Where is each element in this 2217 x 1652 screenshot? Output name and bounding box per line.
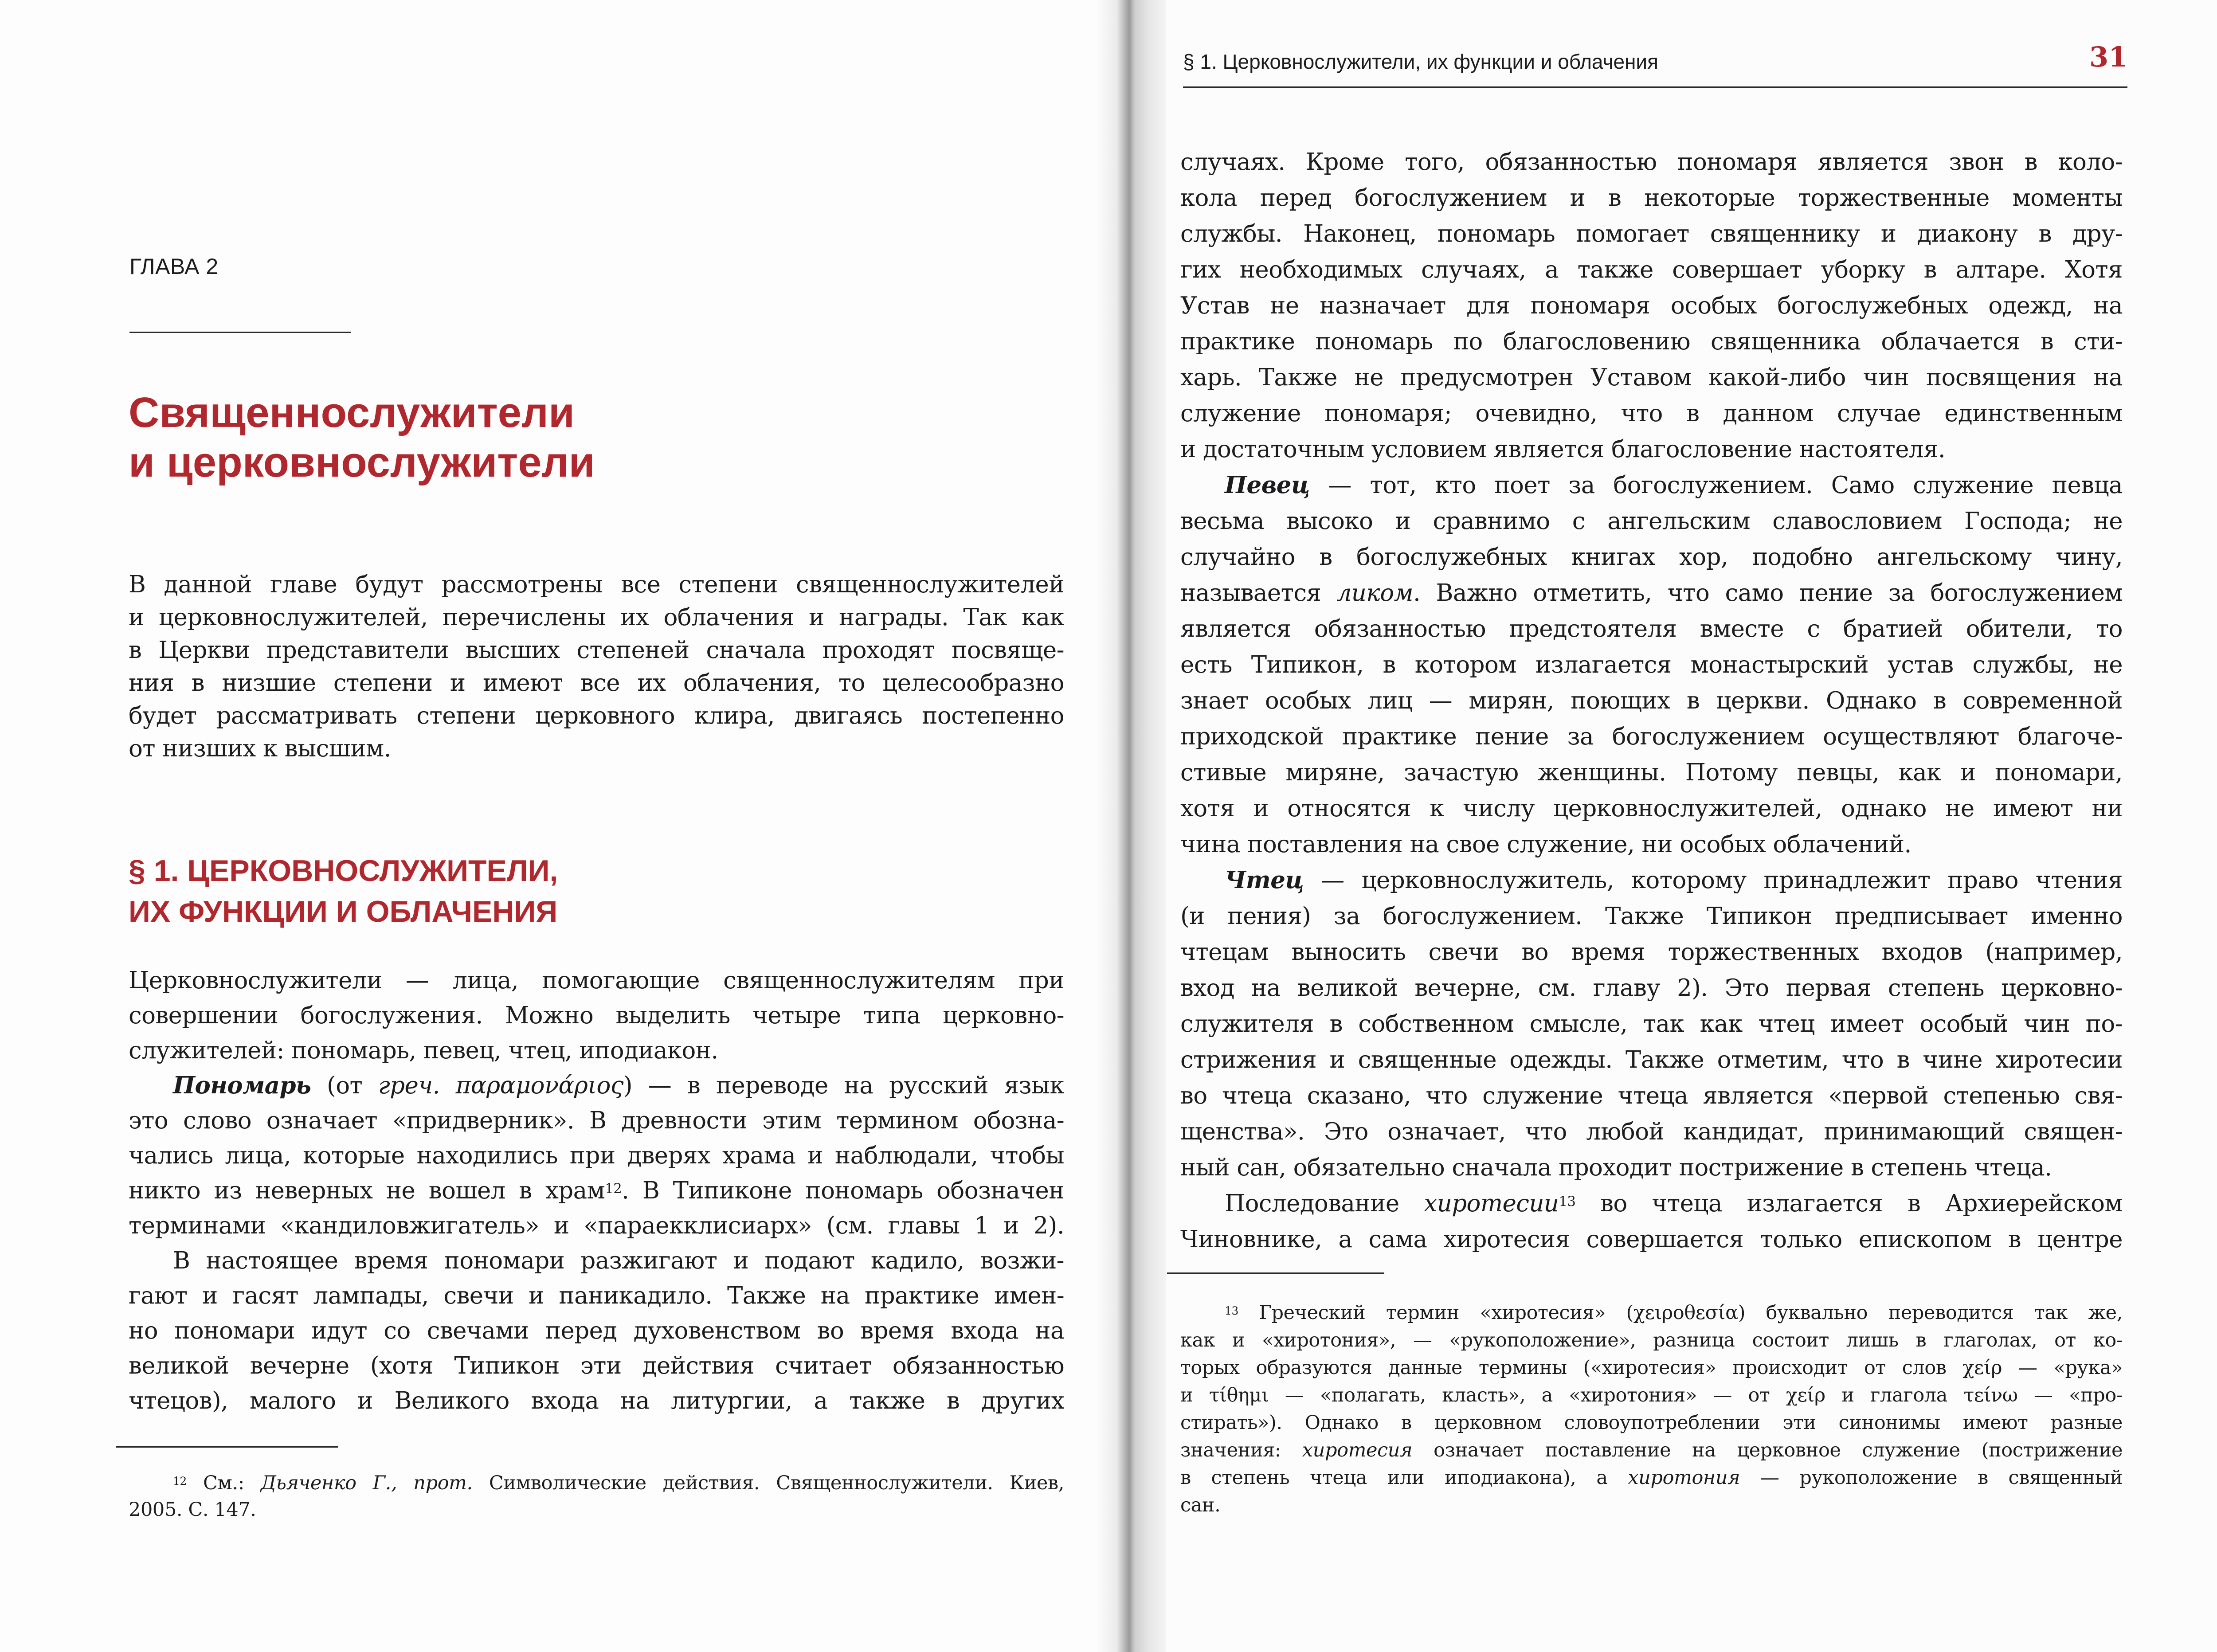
body-line: ный сан, обязательно сначала проходит пострижение в степень чтеца. [1180,1154,2052,1181]
intro-line: в Церкви представители высших степеней сначала проходят посвяще- [129,637,1064,664]
body-line: Церковнослужители — лица, помогающие священнослужителям при [129,967,1064,994]
intro-line: В данной главе будут рассмотрены все степени священнослужителей [129,571,1064,598]
body-line: гают и гасят лампады, свечи и паникадило. Также на практике имен- [129,1282,1064,1309]
text-run: в степень чтеца или иподиакона), а [1180,1467,1628,1489]
footnote-rule [116,1446,338,1448]
body-line: это слово означает «придверник». В древности этим термином обозна- [129,1107,1064,1134]
term-ponomar: Пономарь [173,1072,311,1099]
footnote-number: 12 [173,1475,187,1488]
body-line [1180,575,2123,611]
text-run: Греческий термин «хиротесия» (χειροθεσία) буквально переводится так же, [1238,1302,2123,1324]
body-line: служителя в собственном смысле, так как чтец имеет особый чин по- [1180,1010,2123,1037]
chapter-title [129,388,595,487]
text-run: . В Типиконе пономарь обозначен [622,1177,1064,1204]
text-run: — рукоположение в священный [1740,1467,2123,1489]
text-run: означает поставление на церковное служение (пострижение [1412,1439,2123,1461]
text-run: значения: [1180,1439,1302,1461]
body-line: чтецов), малого и Великого входа на литургии, а также в других [129,1387,1064,1414]
emphasis: хиротесии [1424,1190,1559,1217]
term-chtets: Чтец [1225,866,1304,894]
footnote-number: 13 [1225,1304,1238,1317]
intro-line: будет рассматривать степени церковного клира, двигаясь постепенно [129,702,1064,729]
body-line: есть Типикон, в котором излагается монастырский устав службы, не [1180,651,2123,678]
text-run: Последование [1225,1190,1424,1217]
chapter-rule [129,332,351,333]
body-line: хотя и относятся к числу церковнослужителей, однако не имеют ни [1180,795,2123,822]
chapter-title-line: Священнослужители [129,389,575,436]
left-body-text [129,963,1064,1418]
body-line: Устав не назначает для пономаря особых богослужебных одежд, на [1180,292,2123,319]
footnote-line: и τίθημι — «полагать, класть», а «хиротония» — от χείρ и глагола τείνω — «про- [1180,1384,2123,1406]
text-run: . Важно отметить, что само пение за богослужением [1413,579,2123,607]
book-gutter-shadow [1095,0,1166,1652]
body-line: службы. Наконец, пономарь помогает священнику и диакону в дру- [1180,220,2123,247]
body-line: весьма высоко и сравнимо с ангельским славословием Господа; не [1180,508,2123,535]
body-line: гих необходимых случаях, а также совершает уборку в алтаре. Хотя [1180,256,2123,283]
body-line [129,1068,1064,1103]
term-pevets: Певец [1225,471,1310,499]
emphasis: хиротония [1628,1467,1740,1489]
body-line: случайно в богослужебных книгах хор, подобно ангельскому чину, [1180,544,2123,571]
body-line: терминами «кандиловжигатель» и «параекклисиарх» (см. главы 1 и 2). [129,1212,1064,1239]
footnote-ref[interactable]: 13 [1559,1194,1576,1210]
body-line: но пономари идут со свечами перед духовенством во время входа на [129,1317,1064,1344]
footnote-12 [129,1470,1064,1523]
body-line: Чиновнике, а сама хиротесия совершается только епископом в центре [1180,1226,2123,1253]
footnote-rule [1167,1272,1384,1274]
body-line: во чтеца сказано, что служение чтеца является «первой степенью свя- [1180,1082,2123,1109]
text-run: Символические действия. Священнослужители. Киев, [472,1472,1064,1494]
body-line: стрижения и священные одежды. Также отметим, что в чине хиротесии [1180,1046,2123,1073]
body-line: чина поставления на свое служение, ни особых облачений. [1180,831,1911,858]
body-line: великой вечерне (хотя Типикон эти действия считает обязанностью [129,1352,1064,1379]
text-run: называется [1180,579,1337,607]
footnote-ref[interactable]: 12 [605,1181,622,1197]
body-line: кола перед богослужением и в некоторые торжественные моменты [1180,184,2123,211]
body-line [129,1173,1064,1208]
footnote-line [1180,1464,2123,1491]
greek-word: παραμονάριος [439,1072,623,1099]
footnote-line [129,1470,1064,1496]
body-line: стивые миряне, зачастую женщины. Потому певцы, как и пономари, [1180,759,2123,786]
footnote-line: стирать»). Однако в церковном словоупотреблении эти синонимы имеют разные [1180,1412,2123,1434]
chapter-title-line: и церковнослужители [129,438,595,486]
body-line [1180,1186,2123,1221]
body-line: совершении богослужения. Можно выделить четыре типа церковно- [129,1002,1064,1029]
footnote-line: 2005. С. 147. [129,1499,256,1521]
body-line: (и пения) за богослужением. Также Типикон предписывает именно [1180,903,2123,930]
body-line: харь. Также не предусмотрен Уставом какой-либо чин посвящения на [1180,364,2123,391]
text-run: — тот, кто поет за богослужением. Само служение певца [1309,472,2123,499]
body-line: чтецам выносить свечи во время торжественных входов (например, [1180,939,2123,966]
body-line [1180,467,2123,503]
footnote-line [1180,1437,2123,1464]
section-heading [129,850,558,932]
body-line: служителей: пономарь, певец, чтец, иподиакон. [129,1037,718,1064]
footnote-line: сан. [1180,1494,1221,1516]
header-rule [1183,86,2127,88]
body-line: В настоящее время пономари разжигают и подают кадило, возжи- [173,1247,1064,1274]
chapter-label: ГЛАВА 2 [129,254,219,279]
text-run: никто из неверных не вошел в храм [129,1177,605,1204]
chapter-intro [129,568,1064,765]
footnote-line [1180,1299,2123,1327]
intro-line: и церковнослужителей, перечислены их облачения и награды. Так как [129,604,1064,631]
body-line: и достаточным условием является благословение настоятеля. [1180,436,1946,463]
text-run: См.: [186,1472,261,1494]
text-run: греч. [378,1072,440,1099]
body-line [1180,862,2123,898]
text-run: ) — в переводе на русский язык [623,1072,1065,1099]
body-line: является обязанностью предстоятеля вместе с братией обители, то [1180,615,2123,642]
body-line: практике пономарь по благословению священника облачается в сти- [1180,328,2123,355]
running-head: § 1. Церковнослужители, их функции и облачения [1183,50,1659,73]
body-line: вход на великой вечерне, см. главу 2). Это первая степень церковно- [1180,975,2123,1002]
emphasis: ликом [1336,579,1413,607]
text-run: — церковнослужитель, которому принадлежит право чтения [1304,867,2123,894]
footnote-line: как и «хиротония», — «рукоположение», разница состоит лишь в глаголах, от ко- [1180,1329,2123,1351]
body-line: приходской практике пение за богослужением осуществляют благоче- [1180,723,2123,750]
intro-line: от низших к высшим. [129,735,391,762]
body-line: чались лица, которые находились при дверях храма и наблюдали, чтобы [129,1142,1064,1169]
section-heading-line: § 1. ЦЕРКОВНОСЛУЖИТЕЛИ, [129,854,558,888]
body-line: служение пономаря; очевидно, что в данном случае единственным [1180,400,2123,427]
left-page [0,0,1108,1652]
intro-line: ния в низшие степени и имеют все их облачения, то целесообразно [129,669,1064,697]
section-heading-line: ИХ ФУНКЦИИ И ОБЛАЧЕНИЯ [129,895,558,928]
footnote-line: торых образуются данные термины («хиротесия» происходит от слов χείρ — «рука» [1180,1357,2123,1379]
body-line: щенства». Это означает, что любой кандидат, принимающий священ- [1180,1118,2123,1145]
body-line: знает особых лиц — мирян, поющих в церкви. Однако в современной [1180,687,2123,714]
body-line: случаях. Кроме того, обязанностью пономаря является звон в коло- [1180,149,2123,176]
footnote-author: Дьяченко Г., прот. [260,1472,473,1494]
text-run: (от [311,1072,378,1099]
emphasis: хиротесия [1302,1439,1413,1461]
footnote-13 [1180,1299,2123,1519]
text-run: во чтеца излагается в Архиерейском [1575,1190,2123,1217]
right-body-text [1180,144,2123,1257]
page-number: 31 [2089,41,2128,73]
